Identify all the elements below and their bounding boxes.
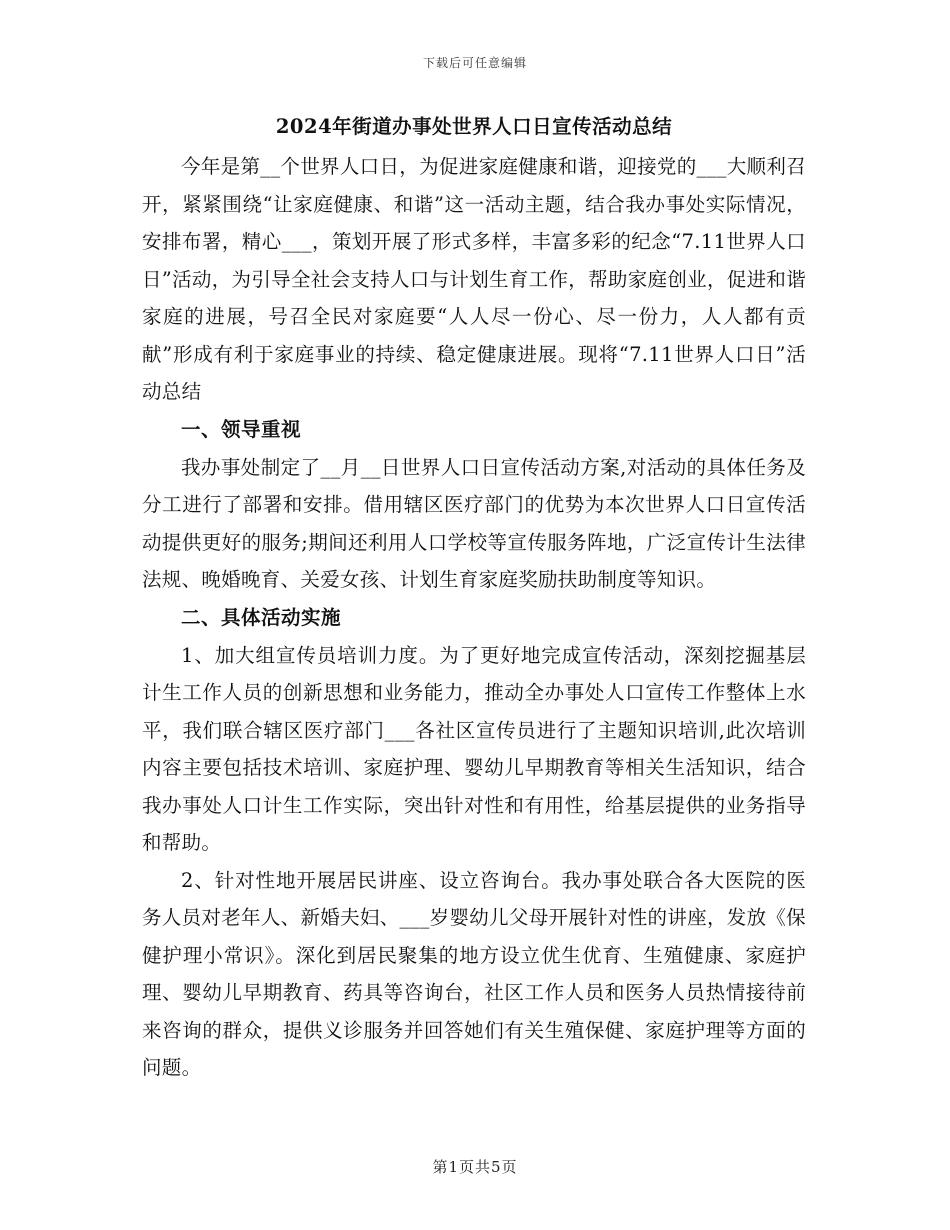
activity-item-training: 1、加大组宣传员培训力度。为了更好地完成宣传活动，深刻挖掘基层计生工作人员的创新思想和业务能力，推动全办事处人口宣传工作整体上水平，我们联合辖区医疗部门___各社区宣传员进行了主题知识培训,此次培训内容主要包括技术培训、家庭护理、婴幼儿早期教育等相关生活知识，结合我办事处人口计生工作实际，突出针对性和有用性，给基层提供的业务指导和帮助。 xyxy=(142,643,806,854)
intro-paragraph: 今年是第__个世界人口日，为促进家庭健康和谐，迎接党的___大顺利召开，紧紧围绕“让家庭健康、和谐”这一活动主题，结合我办事处实际情况，安排布署，精心___，策划开展了形式多样，丰富多彩的纪念“7.11世界人口日”活动，为引导全社会支持人口与计划生育工作，帮助家庭创业，促进和谐家庭的进展，号召全民对家庭要“人人尽一份心、尽一份力，人人都有贡献”形成有利于家庭事业的持续、稳定健康进展。现将“7.11世界人口日”活动总结 xyxy=(142,155,806,403)
section-body-leadership: 我办事处制定了__月__日世界人口日宣传活动方案,对活动的具体任务及分工进行了部署和安排。借用辖区医疗部门的优势为本次世界人口日宣传活动提供更好的服务;期间还利用人口学校等宣传服务阵地，广泛宣传计生法律法规、晚婚晚育、关爱女孩、计划生育家庭奖励扶助制度等知识。 xyxy=(142,455,806,591)
page-number: 第1页共5页 xyxy=(432,1158,518,1176)
section-heading-leadership: 一、领导重视 xyxy=(181,417,302,441)
activity-item-lectures: 2、针对性地开展居民讲座、设立咨询台。我办事处联合各大医院的医务人员对老年人、新婚夫妇、___岁婴幼儿父母开展针对性的讲座，发放《保健护理小常识》。深化到居民聚集的地方设立优生优育、生殖健康、家庭护理、婴幼儿早期教育、药具等咨询台，社区工作人员和医务人员热情接待前来咨询的群众，提供义诊服务并回答她们有关生殖保健、家庭护理等方面的问题。 xyxy=(142,868,806,1079)
header-note: 下载后可任意编辑 xyxy=(422,56,527,70)
document-title: 2024年街道办事处世界人口日宣传活动总结 xyxy=(275,115,673,138)
section-heading-activities: 二、具体活动实施 xyxy=(181,605,342,629)
document-body xyxy=(142,110,806,1087)
